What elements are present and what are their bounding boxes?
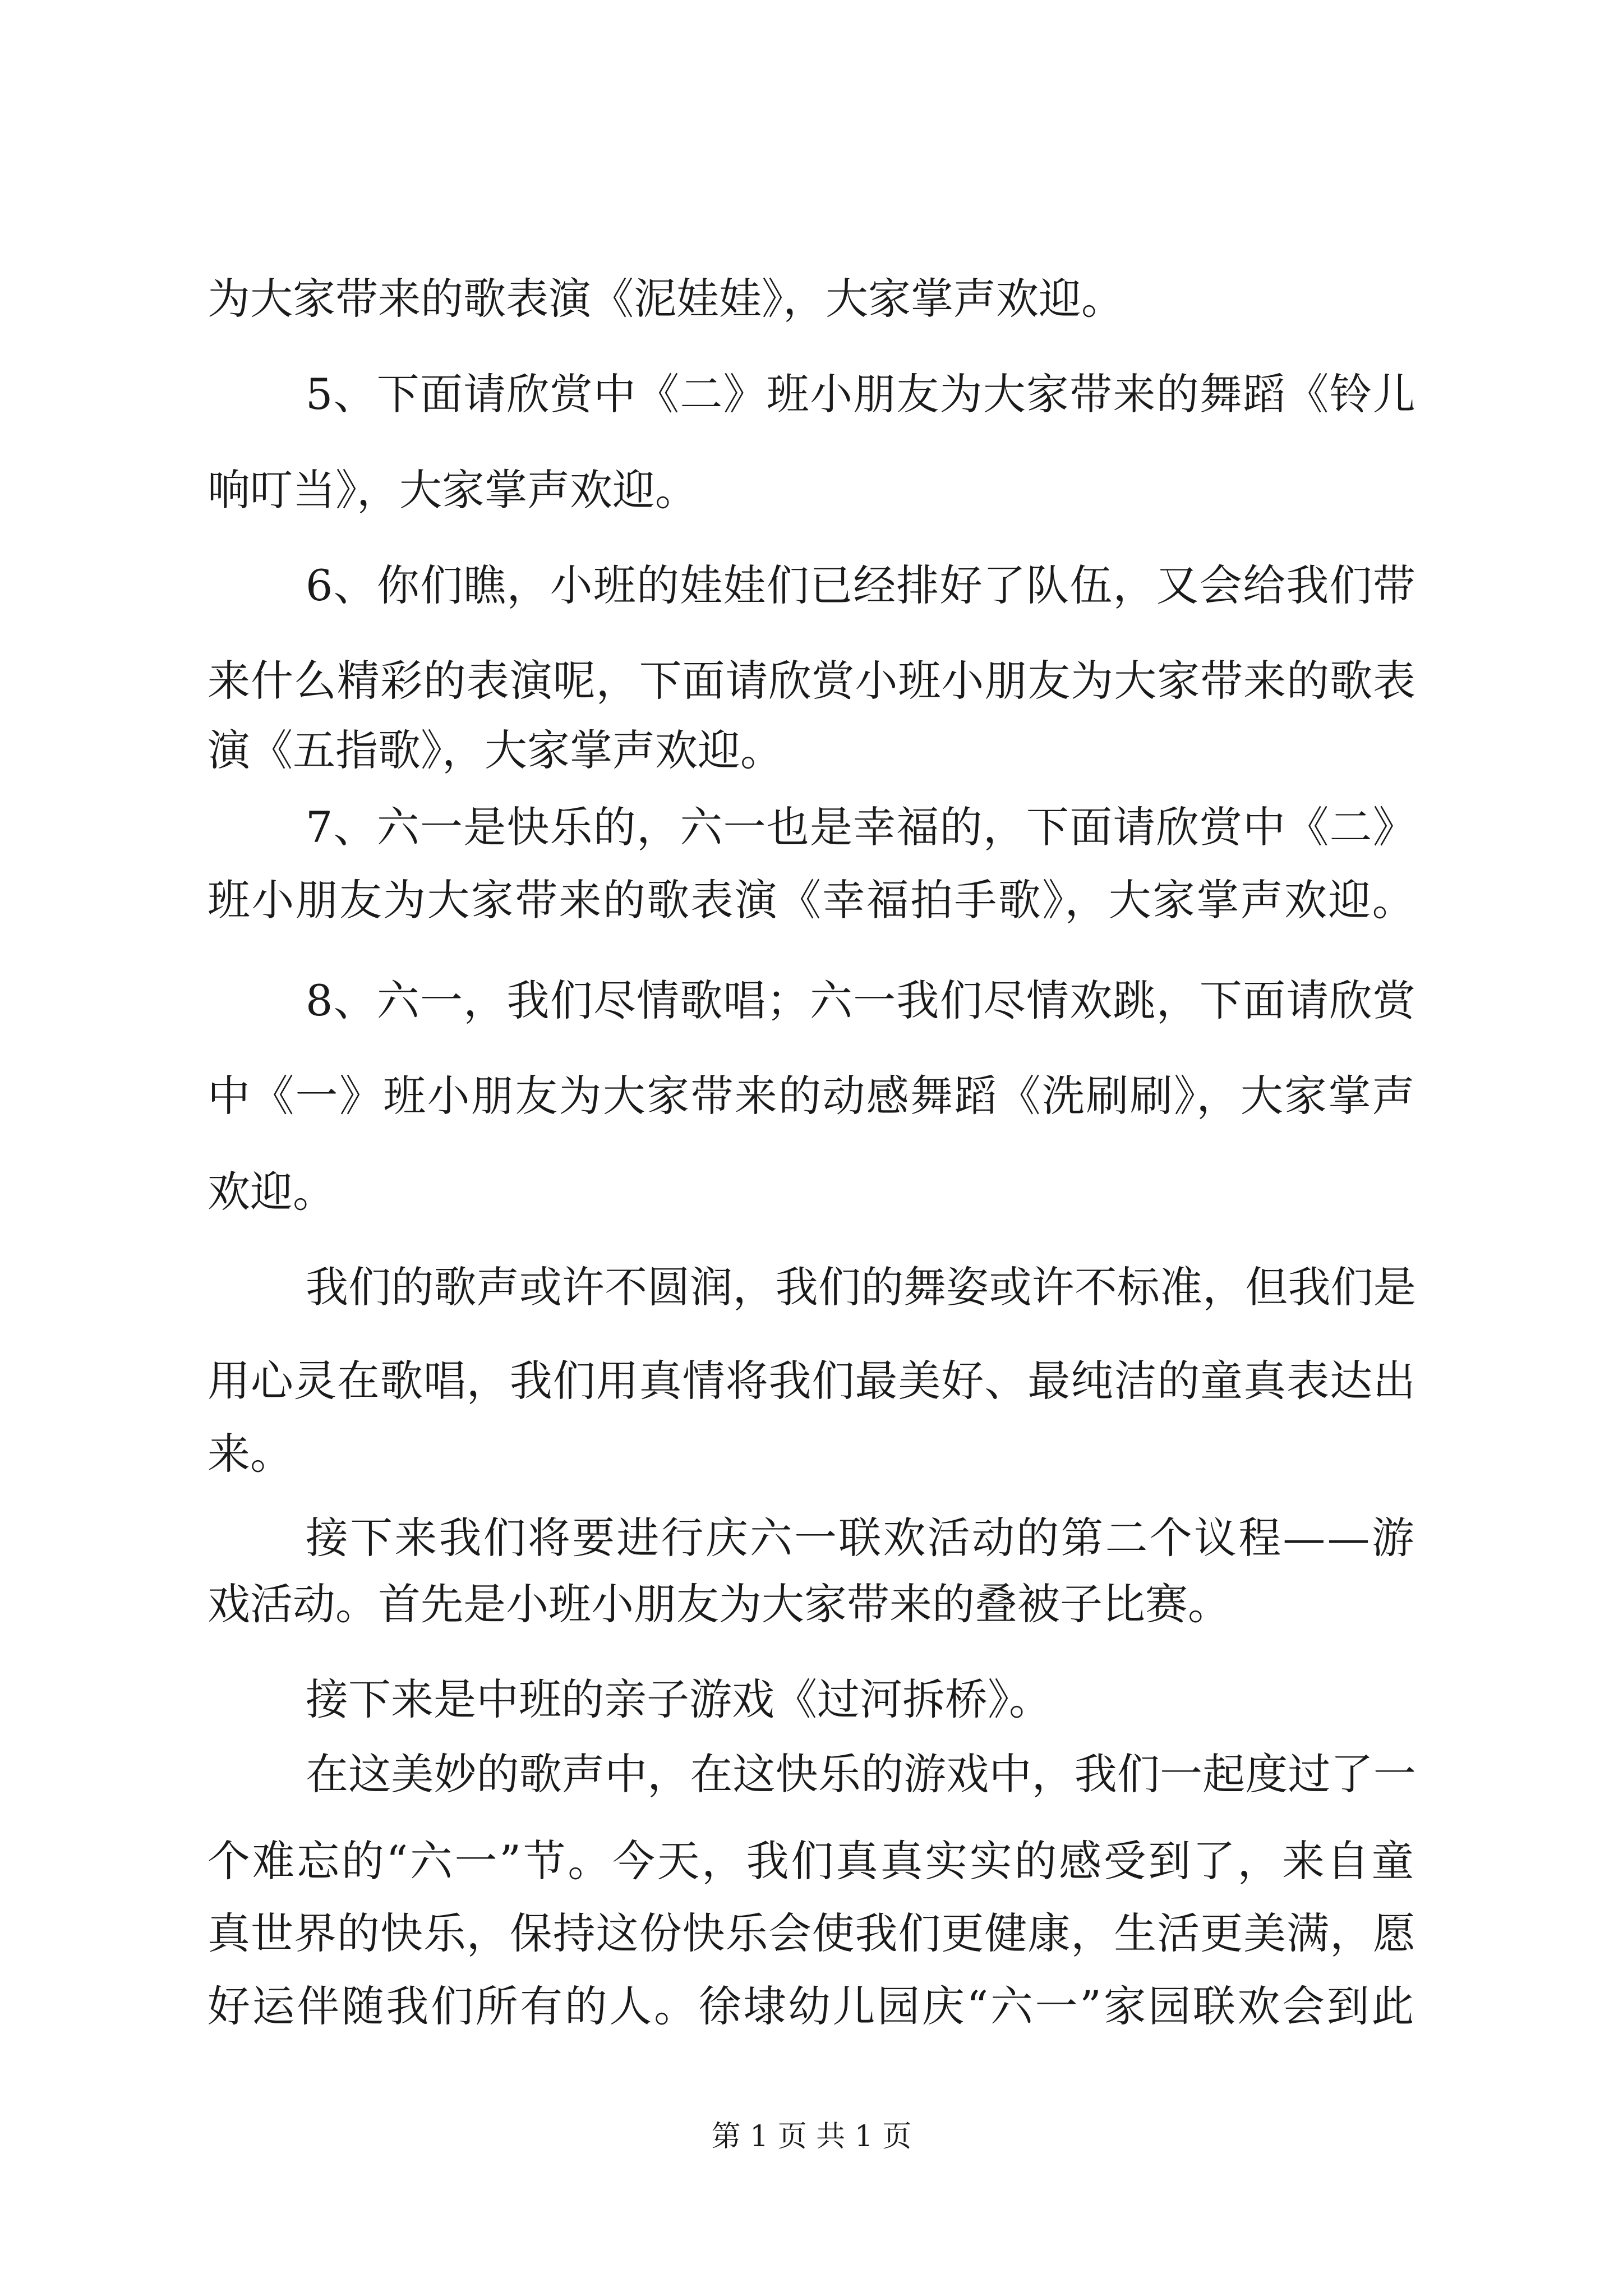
text-line: 中《一》班小朋友为大家带来的动感舞蹈《洗刷刷》，大家掌声 bbox=[208, 1071, 1416, 1121]
text-line: 演《五指歌》，大家掌声欢迎。 bbox=[208, 725, 783, 775]
text-line: 班小朋友为大家带来的歌表演《幸福拍手歌》，大家掌声欢迎。 bbox=[208, 875, 1416, 925]
text-line: 8、六一，我们尽情歌唱；六一我们尽情欢跳，下面请欣赏 bbox=[306, 976, 1416, 1025]
text-line: 为大家带来的歌表演《泥娃娃》，大家掌声欢迎。 bbox=[208, 274, 1124, 324]
text-line: 戏活动。首先是小班小朋友为大家带来的叠被子比赛。 bbox=[208, 1579, 1230, 1629]
text-line: 真世界的快乐，保持这份快乐会使我们更健康，生活更美满，愿 bbox=[208, 1908, 1416, 1958]
text-line: 来。 bbox=[208, 1429, 293, 1479]
text-line: 欢迎。 bbox=[208, 1167, 335, 1217]
text-line: 7、六一是快乐的，六一也是幸福的，下面请欣赏中《二》 bbox=[306, 802, 1416, 852]
text-line: 响叮当》，大家掌声欢迎。 bbox=[208, 465, 698, 515]
text-line: 接下来我们将要进行庆六一联欢活动的第二个议程——游 bbox=[306, 1513, 1416, 1563]
text-line: 5、下面请欣赏中《二》班小朋友为大家带来的舞蹈《铃儿 bbox=[306, 369, 1416, 419]
text-line: 好运伴随我们所有的人。徐埭幼儿园庆“六一”家园联欢会到此 bbox=[208, 1981, 1416, 2031]
text-line: 个难忘的“六一”节。今天，我们真真实实的感受到了，来自童 bbox=[208, 1836, 1416, 1886]
text-line: 在这美妙的歌声中，在这快乐的游戏中，我们一起度过了一 bbox=[306, 1749, 1416, 1799]
text-line: 用心灵在歌唱，我们用真情将我们最美好、最纯洁的童真表达出 bbox=[208, 1356, 1416, 1406]
text-line: 6、你们瞧，小班的娃娃们已经排好了队伍，又会给我们带 bbox=[306, 560, 1416, 610]
page-number-footer: 第 1 页 共 1 页 bbox=[711, 2120, 912, 2154]
text-line: 我们的歌声或许不圆润，我们的舞姿或许不标准，但我们是 bbox=[306, 1262, 1416, 1312]
text-line: 接下来是中班的亲子游戏《过河拆桥》。 bbox=[306, 1674, 1052, 1724]
text-line: 来什么精彩的表演呢，下面请欣赏小班小朋友为大家带来的歌表 bbox=[208, 656, 1416, 706]
